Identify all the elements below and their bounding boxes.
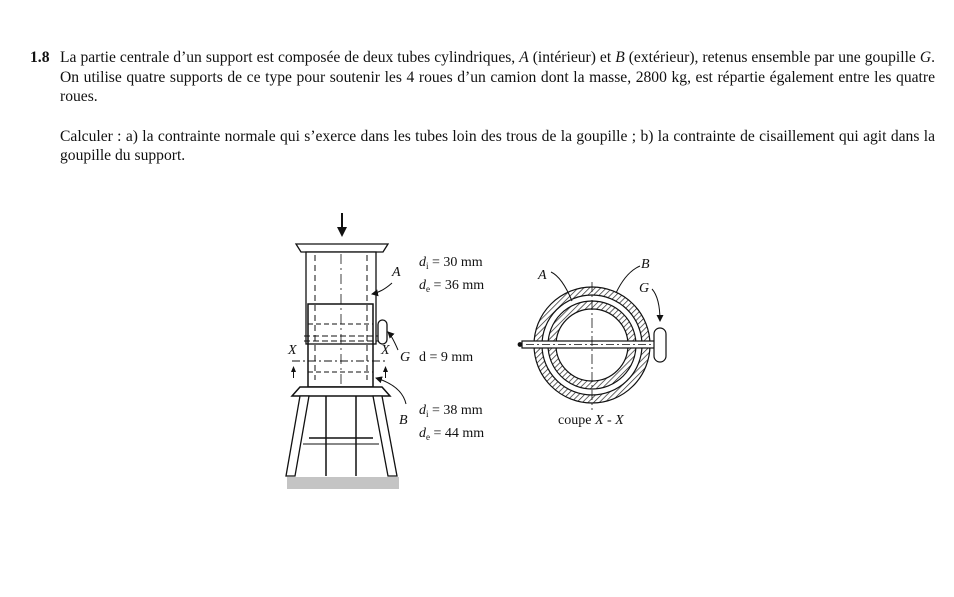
label-x-right: X bbox=[381, 343, 390, 358]
a-outer-diameter: $d_e = 36$ mm bbox=[419, 278, 485, 294]
section-label-g: G bbox=[639, 281, 650, 296]
load-arrow bbox=[337, 213, 347, 237]
p1-text-b: (intérieur) et bbox=[528, 49, 616, 66]
top-plate bbox=[296, 244, 388, 252]
b-outer-diameter: $d_e = 44$ mm bbox=[419, 426, 485, 442]
label-x-left: X bbox=[288, 343, 297, 358]
b-inner-diameter: $d_i = 38$ mm bbox=[419, 403, 483, 419]
label-b: B bbox=[399, 413, 408, 428]
p1-var-b: B bbox=[615, 49, 625, 66]
problem-paragraph-2: Calculer : a) la contrainte normale qui s’exerce dans les tubes loin des trous de la goupille ; b) la contrainte de cisaillement qui agit dans la goupille du support. bbox=[60, 127, 935, 164]
label-a: A bbox=[392, 265, 401, 280]
p1-var-g: G bbox=[919, 49, 932, 66]
p1-text-c: (extérieur), retenus ensemble par une goupille bbox=[624, 49, 920, 66]
p1-text-a: La partie centrale d’un support est composée de deux tubes cylindriques, bbox=[60, 49, 520, 66]
p1-text-d: . On utilise quatre supports de ce type pour soutenir les 4 roues d’un camion dont la masse, 2800 kg, est répartie également entre les quatre roues. bbox=[60, 49, 935, 105]
p1-var-a: A bbox=[519, 49, 529, 66]
stool-base bbox=[286, 387, 397, 476]
ground bbox=[287, 477, 399, 489]
pin-diameter: d = 9 mm bbox=[419, 350, 474, 365]
section-label-a: A bbox=[538, 268, 547, 283]
a-inner-diameter: $d_i = 30$ mm bbox=[419, 255, 483, 271]
section-label-b: B bbox=[641, 257, 650, 272]
problem-number: 1.8 bbox=[30, 49, 50, 66]
label-g: G bbox=[400, 350, 411, 365]
section-caption: coupe X - X bbox=[558, 413, 624, 428]
